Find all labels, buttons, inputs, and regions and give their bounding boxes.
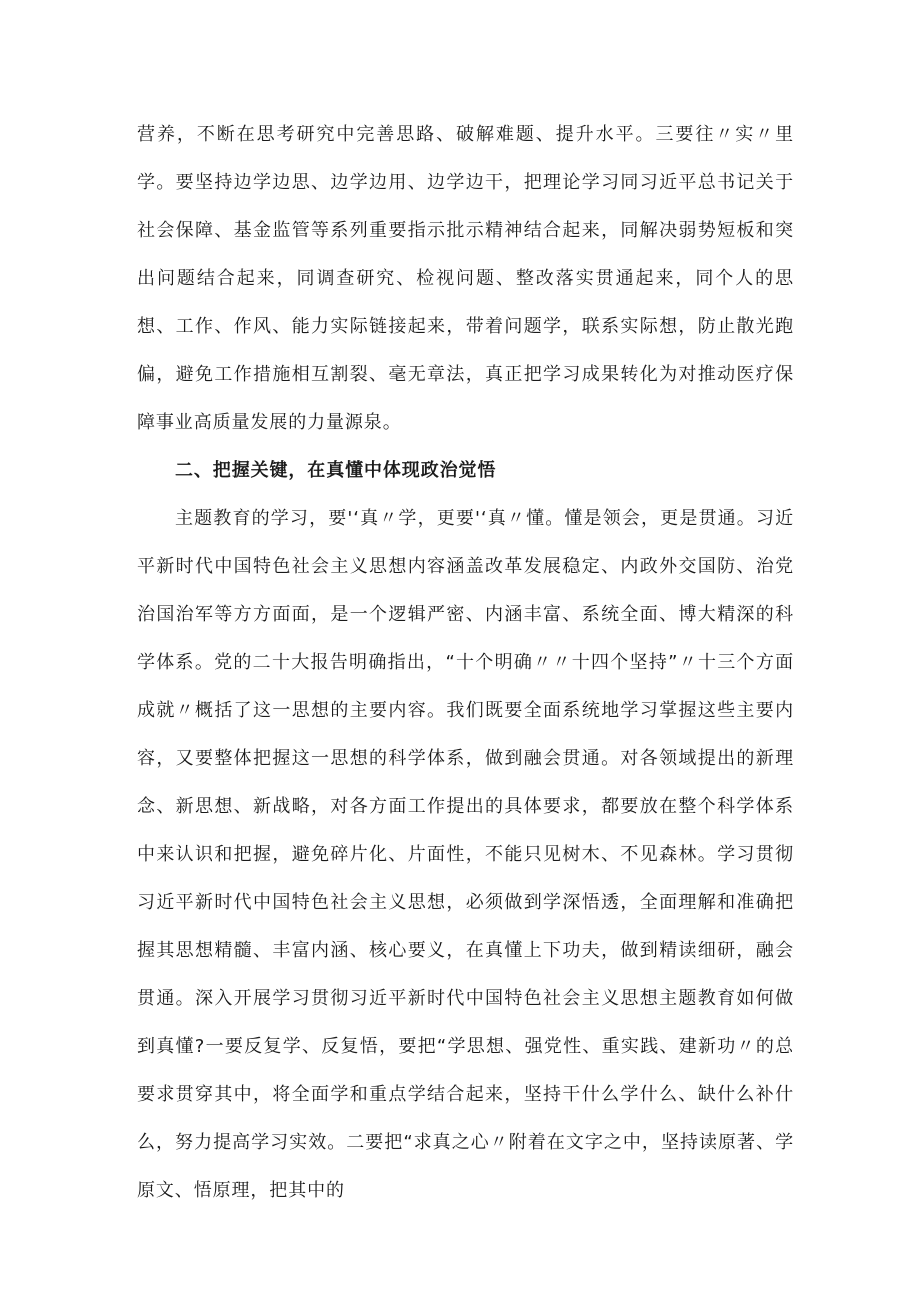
section-heading-2: 二、把握关键，在真懂中体现政治觉悟 bbox=[175, 460, 497, 481]
document-body bbox=[137, 111, 794, 1215]
paragraph-1: 营养，不断在思考研究中完善思路、破解难题、提升水平。三要往〃实〃里学。要坚持边学边思、边学边用、边学边干，把理论学习同习近平总书记关于社会保障、基金监管等系列重要指示批示精神结合起来，同解决弱势短板和突出问题结合起来，同调查研究、检视问题、整改落实贯通起来，同个人的思想、工作、作风、能力实际链接起来，带着问题学，联系实际想，防止散光跑偏，避免工作措施相互割裂、毫无章法，真正把学习成果转化为对推动医疗保障事业高质量发展的力量源泉。 bbox=[137, 124, 794, 433]
paragraph-2: 主题教育的学习，要'‘真〃学，更要'‘真〃懂。懂是领会，更是贯通。习近平新时代中国特色社会主义思想内容涵盖改革发展稳定、内政外交国防、治党治国治军等方方面面，是一个逻辑严密、内涵丰富、系统全面、博大精深的科学体系。党的二十大报告明确指出，“十个明确〃〃十四个坚持”〃十三个方面成就〃概括了这一思想的主要内容。我们既要全面系统地学习掌握这些主要内容，又要整体把握这一思想的科学体系，做到融会贯通。对各领域提出的新理念、新思想、新战略，对各方面工作提出的具体要求，都要放在整个科学体系中来认识和把握，避免碎片化、片面性，不能只见树木、不见森林。学习贯彻习近平新时代中国特色社会主义思想，必须做到学深悟透，全面理解和准确把握其思想精髓、丰富内涵、核心要义，在真懂上下功夫，做到精读细研，融会贯通。深入开展学习贯彻习近平新时代中国特色社会主义思想主题教育如何做到真懂?一要反复学、反复悟，要把“学思想、强党性、重实践、建新功〃的总要求贯穿其中，将全面学和重点学结合起来，坚持干什么学什么、缺什么补什么，努力提高学习实效。二要把“求真之心〃附着在文字之中，坚持读原著、学原文、悟原理，把其中的 bbox=[137, 508, 794, 1201]
